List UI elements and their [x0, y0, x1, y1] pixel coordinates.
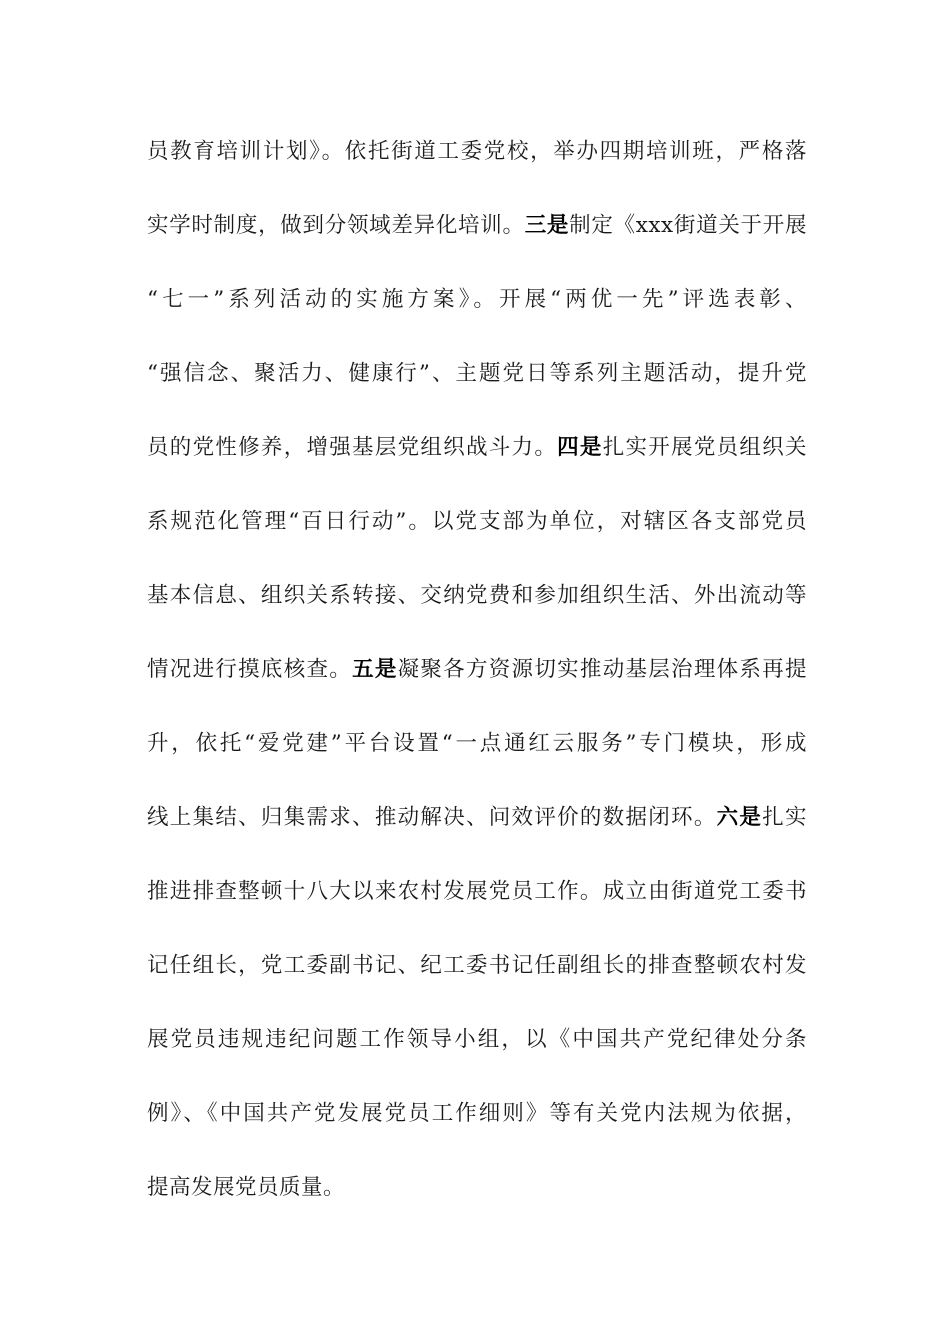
- text-run: 推进排查整顿十八大以来农村发展党员工作。成立由街道党工委书: [147, 879, 807, 904]
- text-line: [147, 796, 807, 870]
- text-run: 扎实开展党员组织关: [602, 435, 807, 460]
- text-run: 员的党性修养，增强基层党组织战斗力。: [147, 435, 558, 460]
- text-run: “七一”系列活动的实施方案》。开展“两优一先”评选表彰、: [147, 287, 807, 312]
- text-run: 升，依托“爱党建”平台设置“一点通红云服务”专门模块，形成: [147, 731, 807, 756]
- text-run: 实学时制度，做到分领域差异化培训。: [147, 213, 525, 238]
- text-run: 线上集结、归集需求、推动解决、问效评价的数据闭环。: [147, 805, 717, 830]
- text-run: 扎实: [762, 805, 807, 830]
- emphasis-marker: 三是: [524, 213, 570, 238]
- text-line: [147, 648, 807, 722]
- text-run: 基本信息、组织关系转接、交纳党费和参加组织生活、外出流动等: [147, 583, 807, 608]
- text-run: 制定《xxx街道关于开展: [569, 213, 807, 238]
- text-run: 记任组长，党工委副书记、纪工委书记任副组长的排查整顿农村发: [147, 953, 807, 978]
- text-run: “强信念、聚活力、健康行”、主题党日等系列主题活动，提升党: [147, 361, 807, 386]
- text-line: [147, 278, 807, 352]
- text-line: [147, 574, 807, 648]
- text-line: [147, 1092, 807, 1166]
- text-run: 情况进行摸底核查。: [147, 657, 353, 682]
- text-line: [147, 426, 807, 500]
- body-paragraph: [147, 130, 807, 1240]
- text-line: [147, 1166, 807, 1240]
- text-run: 提高发展党员质量。: [147, 1175, 346, 1200]
- text-run: 员教育培训计划》。依托街道工委党校，举办四期培训班，严格落: [147, 139, 807, 164]
- text-line: [147, 204, 807, 278]
- text-run: 展党员违规违纪问题工作领导小组，以《中国共产党纪律处分条: [147, 1027, 807, 1052]
- text-line: [147, 500, 807, 574]
- text-line: [147, 722, 807, 796]
- text-run: 凝聚各方资源切实推动基层治理体系再提: [397, 657, 807, 682]
- text-line: [147, 1018, 807, 1092]
- text-line: [147, 130, 807, 204]
- text-line: [147, 352, 807, 426]
- emphasis-marker: 四是: [557, 435, 603, 460]
- text-run: 例》、《中国共产党发展党员工作细则》等有关党内法规为依据，: [147, 1101, 807, 1126]
- text-line: [147, 944, 807, 1018]
- emphasis-marker: 五是: [352, 657, 398, 682]
- text-run: 系规范化管理“百日行动”。以党支部为单位，对辖区各支部党员: [147, 509, 807, 534]
- text-line: [147, 870, 807, 944]
- emphasis-marker: 六是: [716, 805, 763, 830]
